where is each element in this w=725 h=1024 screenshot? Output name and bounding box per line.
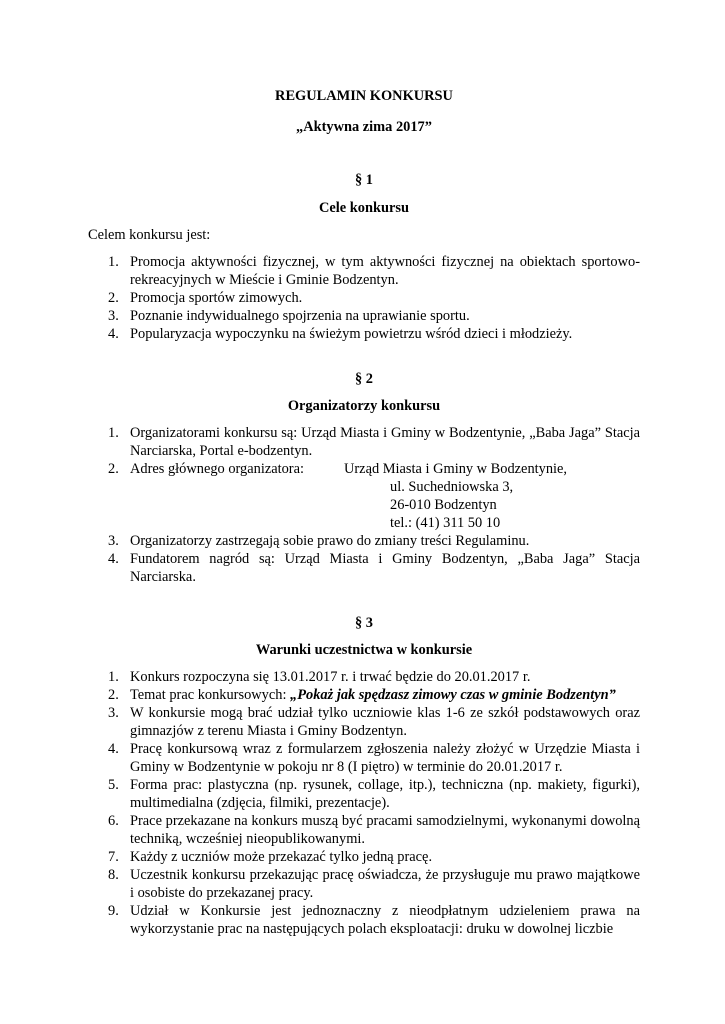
competition-theme: „Pokaż jak spędzasz zimowy czas w gminie Bodzentyn” <box>290 687 616 703</box>
section-1-intro: Celem konkursu jest: <box>88 227 211 243</box>
document-title: REGULAMIN KONKURSU <box>275 88 453 104</box>
address-line: Urząd Miasta i Gminy w Bodzentynie, <box>344 461 568 477</box>
section-2-heading: Organizatorzy konkursu <box>287 398 441 414</box>
list-item: 5. Forma prac: plastyczna (np. rysunek, collage, itp.), techniczna (np. makiety, figurki), multimedialna (zdjęcia, filmiki, prezentacje). <box>108 777 640 811</box>
list-item: 4. Popularyzacja wypoczynku na świeżym powietrzu wśród dzieci i młodzieży. <box>108 326 573 342</box>
list-item: 3. Poznanie indywidualnego spojrzenia na uprawianie sportu. <box>108 308 470 324</box>
section-3-list <box>0 668 640 938</box>
list-item: 1. Organizatorami konkursu są: Urząd Miasta i Gminy w Bodzentynie, „Baba Jaga” Stacja Narciarska, Portal e-bodzentyn. <box>108 425 640 459</box>
organizer-address <box>130 460 640 532</box>
list-item: 8. Uczestnik konkursu przekazując pracę oświadcza, że przysługuje mu prawo majątkowe i osobiste do przekazanej pracy. <box>108 867 640 901</box>
address-line: ul. Suchedniowska 3, <box>390 479 514 495</box>
list-item: 6. Prace przekazane na konkurs muszą być pracami samodzielnymi, wykonanymi dowolną techniką, wcześniej nieopublikowanymi. <box>108 813 640 847</box>
list-item: 1. Konkurs rozpoczyna się 13.01.2017 r. i trwać będzie do 20.01.2017 r. <box>108 669 531 685</box>
list-item: 7. Każdy z uczniów może przekazać tylko jedną pracę. <box>108 849 433 865</box>
document-subtitle: „Aktywna zima 2017” <box>296 119 432 135</box>
list-item: 2. Temat prac konkursowych: „Pokaż jak spędzasz zimowy czas w gminie Bodzentyn” <box>108 687 616 703</box>
section-3-sign: § 3 <box>355 615 373 631</box>
section-3-heading: Warunki uczestnictwa w konkursie <box>255 642 473 658</box>
section-2-list <box>0 424 640 586</box>
section-2-sign: § 2 <box>355 371 373 387</box>
list-item: 3. W konkursie mogą brać udział tylko uczniowie klas 1-6 ze szkół podstawowych oraz gimnazjów z terenu Miasta i Gminy Bodzentyn. <box>108 705 640 739</box>
list-item: 9. Udział w Konkursie jest jednoznaczny z nieodpłatnym udzieleniem prawa na wykorzystanie prac na następujących polach eksploatacji: druku w dowolnej liczbie <box>108 903 640 937</box>
section-1-sign: § 1 <box>355 172 373 188</box>
section-1-list <box>0 253 640 343</box>
section-1-heading: Cele konkursu <box>319 200 409 216</box>
list-item: 3. Organizatorzy zastrzegają sobie prawo do zmiany treści Regulaminu. <box>108 533 530 549</box>
address-phone: tel.: (41) 311 50 10 <box>390 515 501 531</box>
list-item: 2. Promocja sportów zimowych. <box>108 290 303 306</box>
list-item: 2. Adres głównego organizatora: Urząd Miasta i Gminy w Bodzentynie, ul. Suchedniowska 3, 26-010 Bodzentyn tel.: (41) 311 50 10 <box>0 460 640 532</box>
list-item: 4. Fundatorem nagród są: Urząd Miasta i Gminy Bodzentyn, „Baba Jaga” Stacja Narciarska. <box>108 551 640 585</box>
address-line: 26-010 Bodzentyn <box>390 497 497 513</box>
list-item: 4. Pracę konkursową wraz z formularzem zgłoszenia należy złożyć w Urzędzie Miasta i Gminy w Bodzentynie w pokoju nr 8 (I piętro) w terminie do 20.01.2017 r. <box>108 741 640 775</box>
address-label: Adres głównego organizatora: <box>130 461 304 477</box>
list-item: 1. Promocja aktywności fizycznej, w tym aktywności fizycznej na obiektach sportowo-rekreacyjnych w Mieście i Gminie Bodzentyn. <box>108 254 640 288</box>
